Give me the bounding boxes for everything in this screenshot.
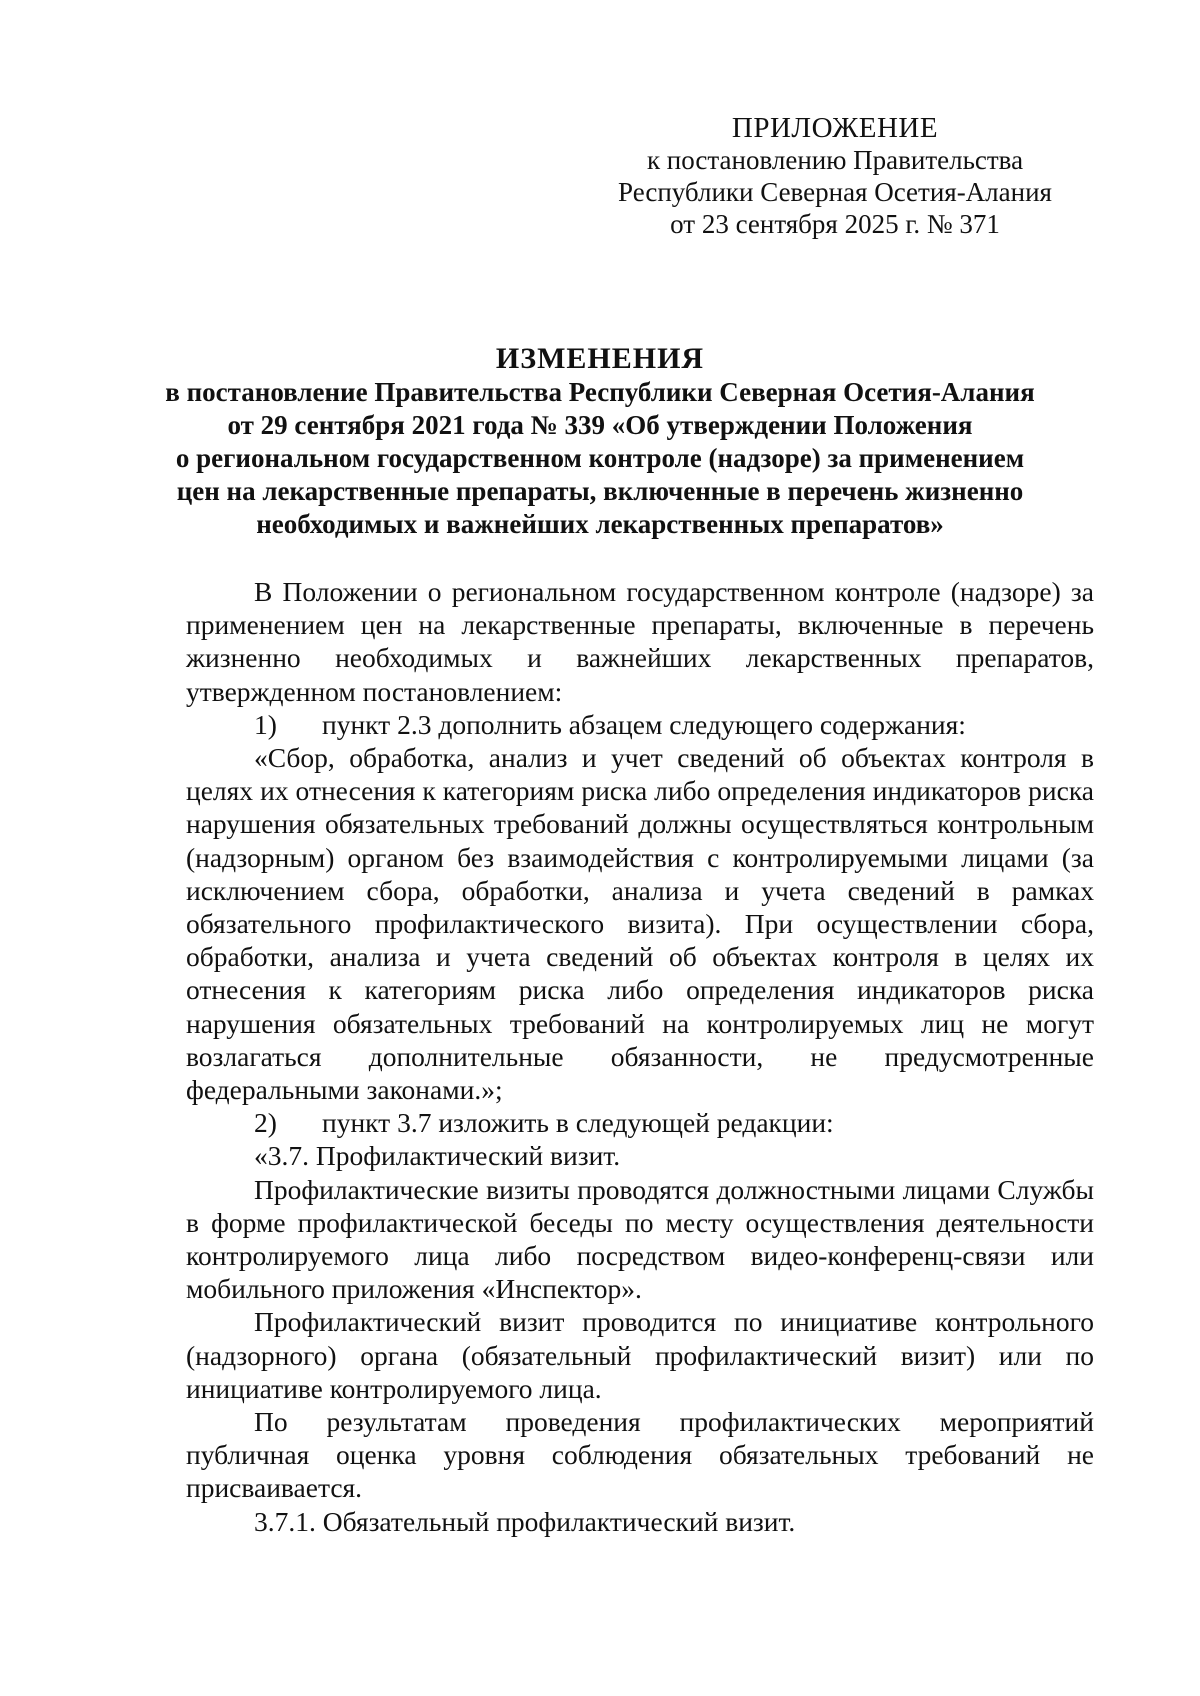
quote-paragraph: «Сбор, обработка, анализ и учет сведений об объектах контроля в целях их отнесения к категориям риска либо определения индикаторов риска нарушения обязательных требований должны осуществляться контрольным (надзорным) органом без взаимодействия с контролируемыми лицами (за исключением сбора, обработки, анализа и учета сведений в рамках обязательного профилактического визита). При осуществлении сбора, обработки, анализа и учета сведений об объектах контроля в целях их отнесения к категориям риска либо определения индикаторов риска нарушения обязательных требований на контролируемых лиц не могут возлагаться дополнительные обязанности, не предусмотренные федеральными законами.»; bbox=[186, 742, 1094, 1106]
list-item-2-number: 2) bbox=[254, 1107, 277, 1139]
list-item-2-text: пункт 3.7 изложить в следующей редакции: bbox=[322, 1107, 834, 1139]
document-body bbox=[186, 575, 1094, 1538]
appendix-block bbox=[600, 112, 1070, 240]
appendix-line-2: Республики Северная Осетия-Алания bbox=[618, 177, 1052, 207]
heading-title: ИЗМЕНЕНИЯ bbox=[495, 342, 705, 375]
heading-line-3: о региональном государственном контроле (надзоре) за применением bbox=[175, 443, 1025, 473]
list-item-2 bbox=[186, 1106, 1094, 1139]
appendix-line-3: от 23 сентября 2025 г. № 371 bbox=[670, 209, 1000, 239]
heading-line-2: от 29 сентября 2021 года № 339 «Об утверждении Положения bbox=[227, 410, 973, 440]
subsection-title: 3.7.1. Обязательный профилактический визит. bbox=[254, 1505, 796, 1537]
heading-line-5: необходимых и важнейших лекарственных препаратов» bbox=[256, 509, 944, 539]
document-heading bbox=[150, 342, 1050, 541]
list-item-1-text: пункт 2.3 дополнить абзацем следующего содержания: bbox=[322, 708, 966, 740]
intro-paragraph: В Положении о региональном государственном контроле (надзоре) за применением цен на лекарственные препараты, включенные в перечень жизненно необходимых и важнейших лекарственных препаратов, утвержденном постановлением: bbox=[186, 576, 1094, 707]
appendix-title: ПРИЛОЖЕНИЕ bbox=[731, 112, 939, 144]
list-item-1-number: 1) bbox=[254, 708, 277, 740]
heading-line-1: в постановление Правительства Республики Северная Осетия-Алания bbox=[165, 377, 1035, 407]
paragraph-3: По результатам проведения профилактических мероприятий публичная оценка уровня соблюдения обязательных требований не присваивается. bbox=[186, 1406, 1094, 1504]
paragraph-2: Профилактический визит проводится по инициативе контрольного (надзорного) органа (обязательный профилактический визит) или по инициативе контролируемого лица. bbox=[186, 1306, 1094, 1404]
heading-line-4: цен на лекарственные препараты, включенные в перечень жизненно bbox=[176, 476, 1024, 506]
list-item-1 bbox=[186, 708, 1094, 741]
paragraph-1: Профилактические визиты проводятся должностными лицами Службы в форме профилактической беседы по месту осуществления деятельности контролируемого лица либо посредством видео-конференц-связи или мобильного приложения «Инспектор». bbox=[186, 1173, 1094, 1305]
appendix-line-1: к постановлению Правительства bbox=[646, 145, 1024, 175]
section-title: «3.7. Профилактический визит. bbox=[254, 1140, 621, 1172]
